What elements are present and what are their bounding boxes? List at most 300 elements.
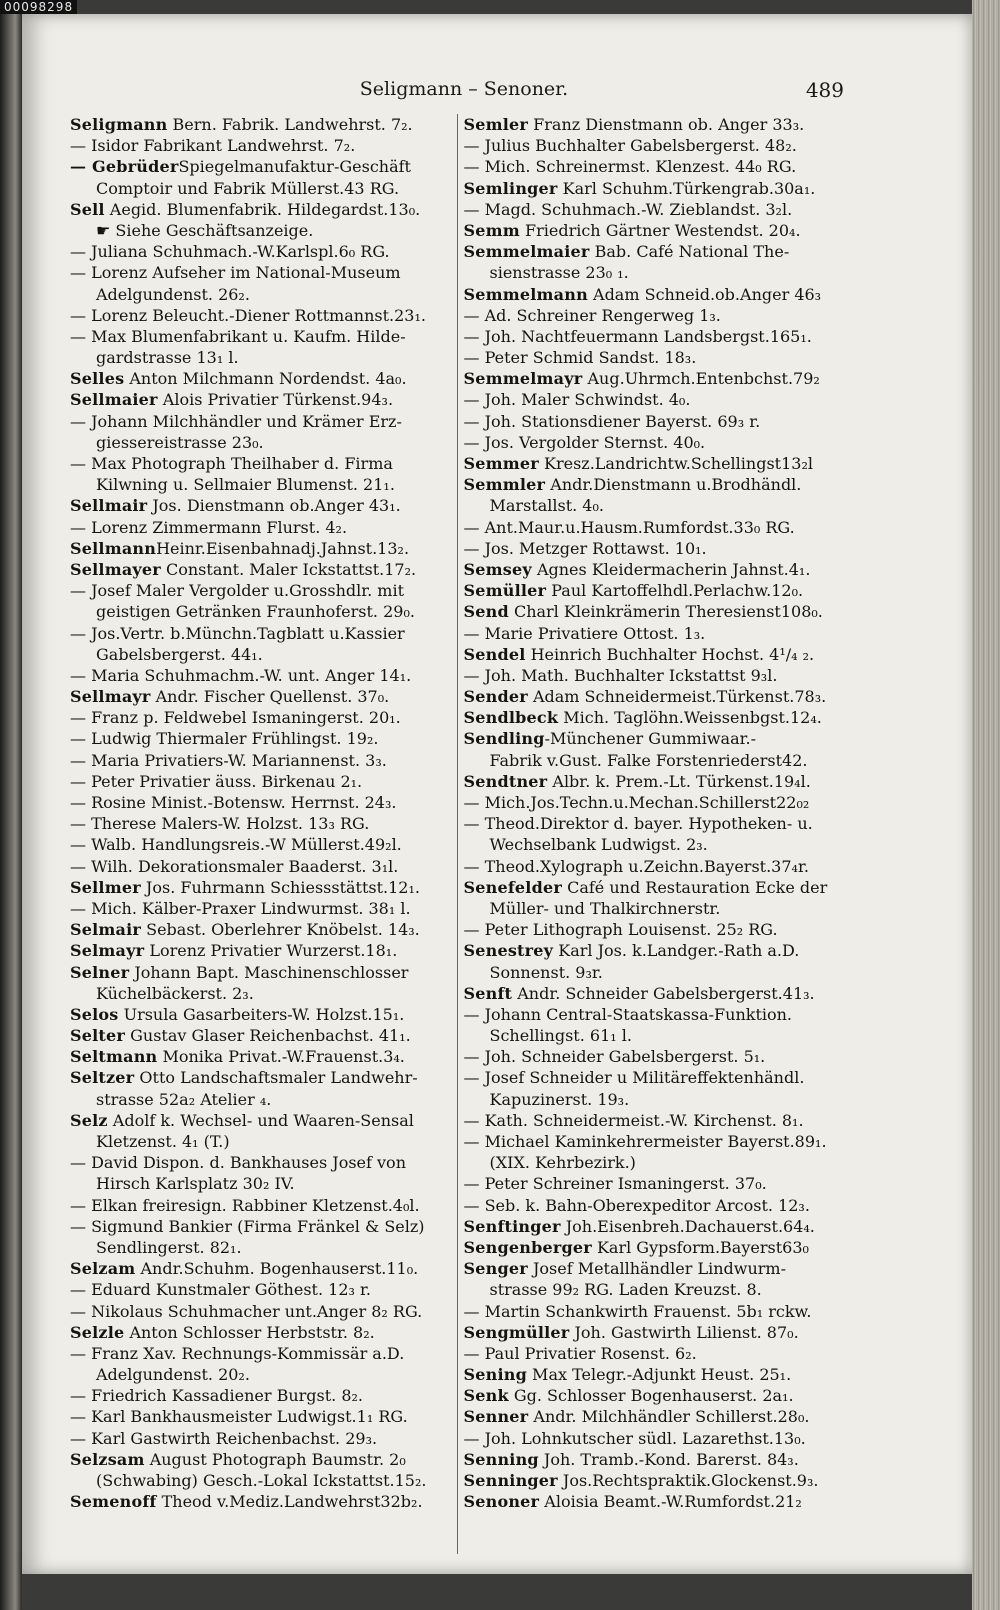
entry-text: — Therese Malers-W. Holzst. 13₃ RG. [70, 814, 370, 834]
directory-entry-line [70, 856, 457, 877]
directory-entry-line [70, 1364, 457, 1385]
entry-text: — Theod.Direktor d. bayer. Hypotheken- u. [463, 814, 813, 834]
directory-entry-line [464, 453, 851, 474]
entry-text: Aloisia Beamt.-W.Rumfordst.21₂ [539, 1492, 802, 1512]
directory-entry-line [70, 728, 457, 749]
surname-heading: Senger [463, 1259, 528, 1279]
entry-text: gardstrasse 13₁ l. [96, 348, 239, 368]
entry-text: — Josef Maler Vergolder u.Grosshdlr. mit [70, 581, 405, 601]
surname-heading: Semenoff [70, 1492, 157, 1512]
entry-text: — Lorenz Aufseher im National-Museum [70, 263, 401, 283]
directory-entry-line [464, 898, 851, 919]
directory-entry-line [70, 686, 457, 707]
directory-entry-line [464, 284, 851, 305]
page-header [84, 78, 844, 108]
directory-entry-line [464, 750, 851, 771]
directory-entry-line [70, 1004, 457, 1025]
entry-text: — Friedrich Kassadiener Burgst. 8₂. [70, 1386, 364, 1406]
directory-entry-line [464, 305, 851, 326]
directory-entry-line [464, 1385, 851, 1406]
directory-entry-line [70, 241, 457, 262]
entry-text: Gustav Glaser Reichenbachst. 41₁. [125, 1026, 411, 1046]
directory-entry-line [70, 665, 457, 686]
directory-entry-line [464, 707, 851, 728]
surname-heading: Sengmüller [463, 1322, 570, 1342]
directory-entry-line [70, 114, 457, 135]
surname-heading: Selmair [70, 920, 142, 940]
entry-text: Mich. Taglöhn.Weissenbgst.12₄. [558, 708, 822, 728]
directory-entry-line [464, 1237, 851, 1258]
surname-heading: Sendling [463, 729, 545, 749]
surname-heading: Senestrey [463, 941, 554, 961]
directory-entry-line [464, 1131, 851, 1152]
surname-heading: Selzle [70, 1322, 125, 1342]
directory-entry-line [70, 1491, 457, 1512]
directory-entry-line [464, 877, 851, 898]
surname-heading: Sengenberger [463, 1237, 592, 1257]
entry-text: — Marie Privatiere Ottost. 1₃. [463, 623, 706, 643]
directory-entry-line [464, 135, 851, 156]
entry-text: Andr.Dienstmann u.Brodhändl. [545, 475, 802, 495]
surname-heading: — Gebrüder [70, 157, 179, 177]
directory-entry-line [70, 919, 457, 940]
entry-text: Marstallst. 4₀. [489, 496, 604, 516]
entry-text: (XIX. Kehrbezirk.) [489, 1153, 636, 1173]
surname-heading: Sender [463, 687, 528, 707]
directory-entry-line [70, 178, 457, 199]
entry-text: Joh. Gastwirth Lilienst. 87₀. [569, 1322, 799, 1342]
directory-entry-line [464, 241, 851, 262]
entry-text: — Max Photograph Theilhaber d. Firma [70, 454, 393, 473]
entry-text: Joh. Tramb.-Kond. Barerst. 84₃. [538, 1449, 799, 1469]
directory-entry-line [70, 1131, 457, 1152]
directory-entry-line [70, 368, 457, 389]
entry-text: — Karl Bankhausmeister Ludwigst.1₁ RG. [70, 1407, 408, 1427]
entry-text: — Ad. Schreiner Rengerweg 1₃. [463, 305, 721, 325]
directory-entry-line [70, 262, 457, 283]
entry-text: Comptoir und Fabrik Müllerst.43 RG. [96, 178, 400, 198]
entry-text: — Isidor Fabrikant Landwehrst. 7₂. [70, 136, 356, 156]
entry-text: Anton Schlosser Herbststr. 8₂. [124, 1322, 375, 1342]
directory-entry-line [70, 1216, 457, 1237]
entry-text: Adelgundenst. 20₂. [96, 1365, 250, 1385]
surname-heading: Semmelmann [463, 284, 588, 304]
directory-entry-line [70, 495, 457, 516]
entry-text: -Münchener Gummiwaar.- [544, 729, 756, 749]
directory-entry-line [70, 284, 457, 305]
entry-text: — Mich. Schreinermst. Klenzest. 44₀ RG. [463, 157, 797, 177]
entry-text: Alois Privatier Türkenst.94₃. [157, 390, 394, 410]
directory-entry-line [464, 813, 851, 834]
entry-text: — Johann Milchhändler und Krämer Erz- [70, 411, 402, 431]
entry-text: — Nikolaus Schuhmacher unt.Anger 8₂ RG. [70, 1301, 423, 1321]
entry-text: Küchelbäckerst. 2₃. [96, 983, 254, 1003]
directory-entry-line [464, 220, 851, 241]
directory-entry-line [464, 347, 851, 368]
directory-entry-line [464, 919, 851, 940]
directory-entry-line [464, 834, 851, 855]
directory-entry-line [70, 199, 457, 220]
directory-entry-line [464, 962, 851, 983]
surname-heading: Semmler [463, 475, 546, 495]
entry-text: Aug.Uhrmch.Entenbchst.79₂ [582, 369, 820, 389]
entry-text: Adam Schneid.ob.Anger 46₃ [587, 284, 822, 304]
entry-text: — Mich. Kälber-Praxer Lindwurmst. 38₁ l. [70, 898, 411, 918]
directory-entry-line [464, 856, 851, 877]
directory-entry-line [464, 411, 851, 432]
surname-heading: Sellmaier [70, 390, 158, 410]
directory-entry-line [464, 623, 851, 644]
entry-text: Andr.Schuhm. Bogenhauserst.11₀. [135, 1259, 419, 1279]
surname-heading: Selner [70, 962, 130, 982]
directory-entry-line [464, 1195, 851, 1216]
entry-text: Otto Landschaftsmaler Landwehr- [134, 1068, 418, 1088]
directory-entry-line [70, 1089, 457, 1110]
directory-entry-line [70, 962, 457, 983]
surname-heading: Semm [463, 220, 520, 240]
surname-heading: Semlinger [463, 178, 558, 198]
entry-text: Jos.Rechtspraktik.Glockenst.9₃. [557, 1471, 819, 1490]
directory-entry-line [70, 1046, 457, 1067]
entry-text: Kletzenst. 4₁ (T.) [96, 1132, 230, 1151]
surname-heading: Selter [70, 1026, 126, 1046]
entry-text: Müller- und Thalkirchnerstr. [489, 898, 721, 918]
entry-text: giessereistrasse 23₀. [96, 432, 264, 452]
directory-entry-line [464, 1258, 851, 1279]
directory-entry-line [70, 1258, 457, 1279]
directory-entry-line [464, 983, 851, 1004]
directory-entry-line [70, 1301, 457, 1322]
entry-text: Adam Schneidermeist.Türkenst.78₃. [527, 687, 827, 707]
entry-text: — Peter Schmid Sandst. 18₃. [463, 348, 697, 368]
entry-text: Schellingst. 61₁ l. [489, 1026, 632, 1046]
directory-entry-line [464, 1173, 851, 1194]
surname-heading: Senefelder [463, 877, 562, 897]
entry-text: — Joh. Maler Schwindst. 4₀. [463, 390, 691, 410]
entry-text: — Elkan freiresign. Rabbiner Kletzenst.4₀l. [70, 1195, 420, 1215]
directory-entry-line [70, 813, 457, 834]
surname-heading: Sellmair [70, 496, 148, 516]
directory-entry-line [464, 665, 851, 686]
entry-text: Sebast. Oberlehrer Knöbelst. 14₃. [141, 920, 420, 940]
surname-heading: Senftinger [463, 1216, 561, 1236]
entry-text: Kresz.Landrichtw.Schellingst13₂l [538, 454, 813, 473]
surname-heading: Seltmann [70, 1047, 158, 1067]
directory-entry-line [70, 474, 457, 495]
entry-text: — Paul Privatier Rosenst. 6₂. [463, 1343, 697, 1363]
directory-entry-line [70, 1385, 457, 1406]
directory-entry-line [464, 178, 851, 199]
entry-text: ☛ Siehe Geschäftsanzeige. [96, 220, 314, 240]
directory-entry-line [464, 771, 851, 792]
entry-text: — Jos. Metzger Rottawst. 10₁. [463, 538, 707, 558]
entry-text: Jos. Fuhrmann Schiessstättst.12₁. [140, 877, 420, 897]
running-head: Seligmann – Senoner. [359, 78, 569, 100]
entry-text: Albr. k. Prem.-Lt. Türkenst.19₄l. [547, 771, 811, 791]
directory-entry-line [70, 877, 457, 898]
entry-text: Bern. Fabrik. Landwehrst. 7₂. [167, 115, 413, 134]
directory-entry-line [464, 1406, 851, 1427]
directory-entry-line [464, 1428, 851, 1449]
entry-text: Friedrich Gärtner Westendst. 20₄. [519, 220, 801, 240]
directory-entry-line [70, 1406, 457, 1427]
directory-entry-line [464, 728, 851, 749]
directory-entry-line [464, 389, 851, 410]
entry-text: — Juliana Schuhmach.-W.Karlspl.6₀ RG. [70, 242, 390, 262]
directory-entry-line [70, 1237, 457, 1258]
entry-text: Wechselbank Ludwigst. 2₃. [489, 835, 708, 855]
entry-text: Ursula Gasarbeiters-W. Holzst.15₁. [118, 1004, 405, 1024]
surname-heading: Senft [463, 983, 513, 1003]
directory-entry-line [70, 1470, 457, 1491]
entry-text: — Julius Buchhalter Gabelsbergerst. 48₂. [463, 136, 797, 156]
directory-entry-line [70, 347, 457, 368]
surname-heading: Semmer [463, 454, 539, 473]
directory-entry-line [70, 1025, 457, 1046]
directory-entry-line [70, 707, 457, 728]
directory-entry-line [464, 1067, 851, 1088]
surname-heading: Senning [463, 1449, 539, 1469]
directory-entry-line [464, 940, 851, 961]
entry-text: Adolf k. Wechsel- und Waaren-Sensal [107, 1110, 414, 1130]
directory-entry-line [70, 432, 457, 453]
entry-text: Johann Bapt. Maschinenschlosser [129, 962, 409, 982]
entry-text: — Martin Schankwirth Frauenst. 5b₁ rckw. [463, 1301, 812, 1321]
surname-heading: Semüller [463, 581, 547, 601]
surname-heading: Senoner [463, 1492, 540, 1512]
directory-entry-line [70, 1449, 457, 1470]
entry-text: — Joh. Schneider Gabelsbergerst. 5₁. [463, 1047, 766, 1067]
entry-text: Anton Milchmann Nordendst. 4a₀. [124, 369, 407, 389]
entry-text: Karl Jos. k.Landger.-Rath a.D. [553, 941, 800, 961]
entry-text: Karl Schuhm.Türkengrab.30a₁. [557, 178, 816, 198]
directory-entry-line [70, 135, 457, 156]
entry-text: — Josef Schneider u Militäreffektenhändl. [463, 1068, 805, 1088]
entry-text: Paul Kartoffelhdl.Perlachw.12₀. [546, 581, 804, 601]
entry-text: — David Dispon. d. Bankhauses Josef von [70, 1153, 406, 1173]
surname-heading: Sendtner [463, 771, 548, 791]
directory-entry-line [464, 1152, 851, 1173]
directory-entry-line [464, 156, 851, 177]
entry-text: — Mich.Jos.Techn.u.Mechan.Schillerst22₀₂ [463, 793, 810, 812]
directory-entry-line [464, 1364, 851, 1385]
surname-heading: Sening [463, 1365, 527, 1385]
entry-text: — Walb. Handlungsreis.-W Müllerst.49₂l. [70, 835, 402, 855]
entry-text: Gabelsbergerst. 44₁. [96, 644, 263, 664]
directory-entry-line [70, 1173, 457, 1194]
entry-text: Kilwning u. Sellmaier Blumenst. 21₁. [96, 475, 395, 495]
directory-entry-line [464, 1025, 851, 1046]
surname-heading: Semler [463, 115, 529, 134]
directory-entry-line [70, 389, 457, 410]
directory-entry-line [464, 432, 851, 453]
directory-entry-line [70, 1343, 457, 1364]
directory-entry-line [464, 474, 851, 495]
entry-text: Franz Dienstmann ob. Anger 33₃. [528, 115, 805, 134]
entry-text: Hirsch Karlsplatz 30₂ IV. [96, 1174, 295, 1194]
directory-entry-line [464, 644, 851, 665]
directory-entry-line [70, 1110, 457, 1131]
surname-heading: Sendlbeck [463, 708, 559, 728]
directory-entry-line [70, 580, 457, 601]
entry-text: Kapuzinerst. 19₃. [489, 1089, 630, 1109]
entry-text: sienstrasse 23₀ ₁. [489, 263, 629, 283]
entry-text: Gg. Schlosser Bogenhauserst. 2a₁. [508, 1386, 794, 1406]
entry-text: — Michael Kaminkehrermeister Bayerst.89₁. [463, 1132, 827, 1151]
directory-entry-line [464, 495, 851, 516]
entry-text: — Wilh. Dekorationsmaler Baaderst. 3₁l. [70, 856, 399, 876]
entry-text: — Lorenz Beleucht.-Diener Rottmannst.23₁. [70, 305, 426, 325]
book-spine [0, 0, 22, 1610]
entry-text: Joh.Eisenbreh.Dachauerst.64₄. [560, 1216, 815, 1236]
directory-entry-line [70, 326, 457, 347]
surname-heading: Sendel [463, 644, 526, 664]
entry-text: Lorenz Privatier Wurzerst.18₁. [144, 941, 398, 961]
directory-entry-line [70, 601, 457, 622]
entry-text: Josef Metallhändler Lindwurm- [527, 1259, 786, 1279]
directory-entry-line [464, 1322, 851, 1343]
entry-text: — Franz p. Feldwebel Ismaningerst. 20₁. [70, 708, 401, 728]
directory-entry-line [70, 771, 457, 792]
directory-entry-line [464, 1470, 851, 1491]
directory-entry-line [464, 1449, 851, 1470]
entry-text: — Lorenz Zimmermann Flurst. 4₂. [70, 517, 348, 537]
directory-entry-line [70, 1279, 457, 1300]
entry-text: — Rosine Minist.-Botensw. Herrnst. 24₃. [70, 793, 397, 812]
directory-entry-line [70, 644, 457, 665]
surname-heading: Semmelmayr [463, 369, 583, 389]
entry-text: — Peter Schreiner Ismaningerst. 37₀. [463, 1174, 767, 1194]
entry-text: — Ant.Maur.u.Hausm.Rumfordst.33₀ RG. [463, 517, 795, 537]
directory-entry-line [70, 1428, 457, 1449]
directory-entry-line [464, 1004, 851, 1025]
directory-entry-line [464, 1046, 851, 1067]
directory-entry-line [464, 1343, 851, 1364]
entry-text: (Schwabing) Gesch.-Lokal Ickstattst.15₂. [96, 1471, 427, 1490]
surname-heading: Semsey [463, 559, 532, 579]
directory-entry-line [464, 1216, 851, 1237]
entry-text: — Kath. Schneidermeist.-W. Kirchenst. 8₁. [463, 1110, 804, 1130]
surname-heading: Sellmayer [70, 559, 161, 579]
entry-text: — Joh. Nachtfeuermann Landsbergst.165₁. [463, 326, 812, 346]
directory-entry-line [464, 580, 851, 601]
entry-text: Bab. Café National The- [589, 242, 790, 262]
surname-heading: Senk [463, 1386, 509, 1406]
directory-entry-line [70, 517, 457, 538]
entry-text: Theod v.Mediz.Landwehrst32b₂. [156, 1492, 423, 1512]
directory-entry-line [70, 898, 457, 919]
entry-text: Andr. Fischer Quellenst. 37₀. [150, 687, 390, 707]
directory-entry-line [464, 538, 851, 559]
entry-text: — Franz Xav. Rechnungs-Kommissär a.D. [70, 1343, 405, 1363]
surname-heading: Send [463, 602, 509, 622]
entry-text: Agnes Kleidermacherin Jahnst.4₁. [531, 559, 811, 579]
directory-entry-line [70, 1322, 457, 1343]
directory-entry-line [464, 1301, 851, 1322]
entry-text: — Ludwig Thiermaler Frühlingst. 19₂. [70, 729, 379, 749]
directory-entry-line [70, 305, 457, 326]
directory-entry-line [70, 940, 457, 961]
surname-heading: Selz [70, 1110, 108, 1130]
entry-text: August Photograph Baumstr. 2₀ [144, 1449, 406, 1469]
directory-entry-line [464, 262, 851, 283]
surname-heading: Seltzer [70, 1068, 135, 1088]
directory-entry-line [464, 326, 851, 347]
entry-text: Max Telegr.-Adjunkt Heust. 25₁. [526, 1365, 792, 1385]
directory-entry-line [70, 220, 457, 241]
surname-heading: Selzsam [70, 1449, 145, 1469]
surname-heading: Selles [70, 369, 125, 389]
directory-entry-line [464, 1110, 851, 1131]
entry-text: — Jos. Vergolder Sternst. 40₀. [463, 432, 706, 452]
surname-heading: Selos [70, 1004, 119, 1024]
directory-entry-line [70, 623, 457, 644]
entry-text: Spiegelmanufaktur-Geschäft [178, 157, 411, 177]
entry-text: Heinr.Eisenbahnadj.Jahnst.13₂. [156, 538, 410, 558]
surname-heading: Selzam [70, 1259, 136, 1279]
entry-text: Charl Kleinkrämerin Theresienst108₀. [508, 602, 823, 622]
entry-text: Heinrich Buchhalter Hochst. 4¹/₄ ₂. [525, 644, 815, 664]
right-column [457, 114, 851, 1554]
directory-entry-line [464, 368, 851, 389]
entry-text: geistigen Getränken Fraunhoferst. 29₀. [96, 602, 415, 622]
entry-text: — Peter Lithograph Louisenst. 25₂ RG. [463, 920, 778, 940]
entry-text: Monika Privat.-W.Frauenst.3₄. [157, 1047, 405, 1067]
entry-text: — Johann Central-Staatskassa-Funktion. [463, 1004, 793, 1024]
surname-heading: Seligmann [70, 115, 168, 134]
directory-entry-line [70, 983, 457, 1004]
directory-entry-line [464, 199, 851, 220]
entry-text: Aegid. Blumenfabrik. Hildegardst.13₀. [104, 199, 421, 219]
directory-entry-line [464, 517, 851, 538]
left-column [70, 114, 457, 1554]
directory-entry-line [70, 834, 457, 855]
surname-heading: Semmelmaier [463, 242, 590, 262]
entry-text: — Joh. Math. Buchhalter Ickstattst 9₃l. [463, 665, 778, 685]
entry-text: Adelgundenst. 26₂. [96, 284, 250, 304]
directory-entry-line [464, 601, 851, 622]
entry-text: strasse 52a₂ Atelier ₄. [96, 1089, 272, 1109]
surname-heading: Senninger [463, 1471, 558, 1490]
entry-text: — Theod.Xylograph u.Zeichn.Bayerst.37₄r. [463, 856, 809, 876]
page-edges [972, 0, 1000, 1610]
directory-entry-line [70, 453, 457, 474]
entry-text: — Max Blumenfabrikant u. Kaufm. Hilde- [70, 326, 406, 346]
directory-entry-line [70, 1067, 457, 1088]
entry-text: — Eduard Kunstmaler Göthest. 12₃ r. [70, 1280, 371, 1300]
directory-entry-line [464, 1089, 851, 1110]
surname-heading: Sellmann [70, 538, 157, 558]
entry-text: — Joh. Lohnkutscher südl. Lazarethst.13₀. [463, 1428, 806, 1448]
directory-entry-line [464, 559, 851, 580]
entry-text: Fabrik v.Gust. Falke Forstenriederst42. [489, 750, 808, 770]
directory-entry-line [70, 1195, 457, 1216]
scan-stamp: 00098298 [0, 0, 77, 14]
entry-text: Jos. Dienstmann ob.Anger 43₁. [147, 496, 401, 516]
directory-columns [70, 114, 850, 1554]
page-number: 489 [805, 78, 844, 102]
entry-text: Andr. Schneider Gabelsbergerst.41₃. [512, 983, 815, 1003]
directory-entry-line [464, 1491, 851, 1512]
entry-text: — Seb. k. Bahn-Oberexpeditor Arcost. 12₃. [463, 1195, 810, 1215]
entry-text: strasse 99₂ RG. Laden Kreuzst. 8. [489, 1280, 762, 1300]
entry-text: — Jos.Vertr. b.Münchn.Tagblatt u.Kassier [70, 623, 405, 643]
surname-heading: Selmayr [70, 941, 145, 961]
entry-text: — Sigmund Bankier (Firma Fränkel & Selz) [70, 1216, 425, 1236]
entry-text: — Magd. Schuhmach.-W. Zieblandst. 3₂l. [463, 199, 793, 219]
directory-entry-line [70, 411, 457, 432]
directory-entry-line [70, 538, 457, 559]
